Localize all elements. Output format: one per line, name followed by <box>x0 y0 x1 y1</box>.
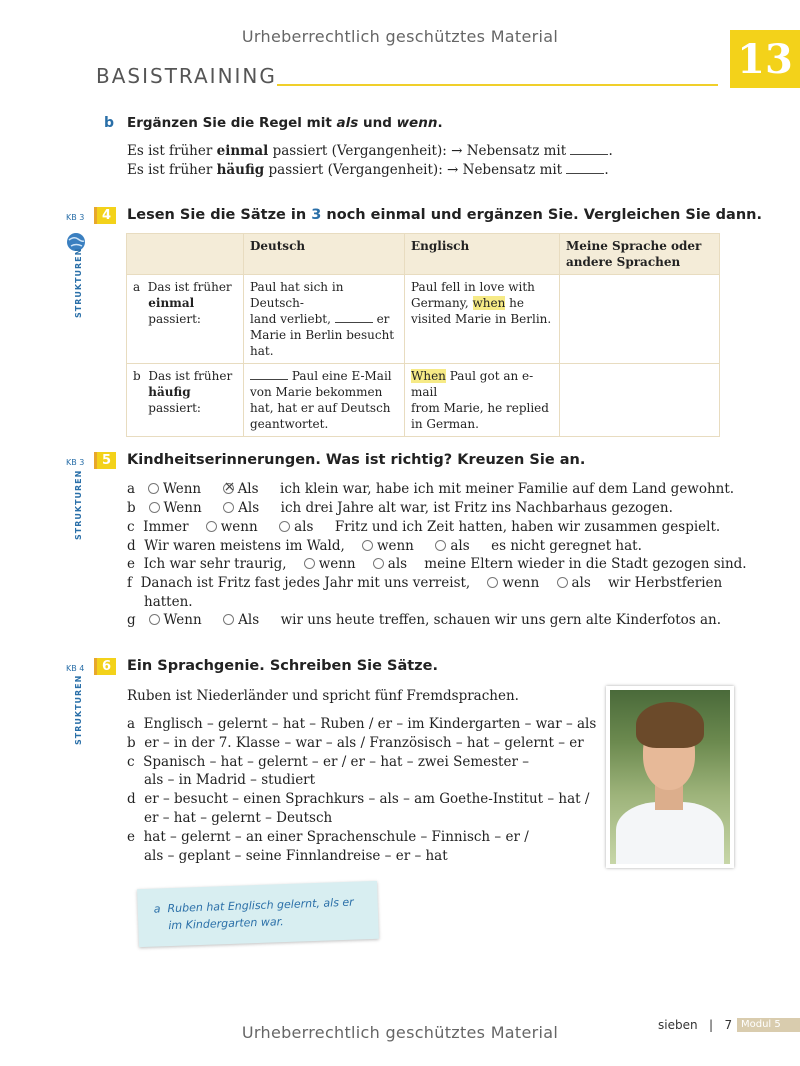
task-b-letter: b <box>104 115 115 131</box>
task-b-rule-1: Es ist früher einmal passiert (Vergangenheit): → Nebensatz mit . <box>127 143 613 159</box>
list-item: g Wenn Als wir uns heute treffen, schauen wir uns gern alte Kinderfotos an. <box>127 612 722 628</box>
task-5-title: Kindheitserinnerungen. Was ist richtig? Kreuzen Sie an. <box>127 452 586 468</box>
task-number-badge: 5 <box>94 452 116 469</box>
fill-blank[interactable] <box>566 162 604 174</box>
radio-option[interactable] <box>223 502 234 513</box>
modul-badge: Modul 5 <box>737 1018 800 1032</box>
example-letter: a <box>153 902 161 916</box>
example-line: Ruben hat Englisch gelernt, als er <box>167 895 354 916</box>
cell-englisch: When Paul got an e-mail from Marie, he replied in German. <box>405 364 560 437</box>
portrait-photo <box>606 686 734 868</box>
task-b-rule-2: Es ist früher häufig passiert (Vergangenheit): → Nebensatz mit . <box>127 162 609 178</box>
list-item: c Spanisch – hat – gelernt – er / er – hat – zwei Semester – <box>127 754 529 770</box>
radio-option[interactable] <box>435 540 446 551</box>
structures-label: STRUKTUREN <box>74 469 83 540</box>
radio-option[interactable] <box>149 502 160 513</box>
table-header-row <box>127 234 720 275</box>
radio-option[interactable] <box>362 540 373 551</box>
radio-option[interactable] <box>373 558 384 569</box>
list-item: d er – besucht – einen Sprachkurs – als – am Goethe-Institut – hat / <box>127 791 590 807</box>
row-label: b Das ist früher häufig passiert: <box>127 364 244 437</box>
list-item: e hat – gelernt – an einer Sprachenschule – Finnisch – er / <box>127 829 529 845</box>
radio-option[interactable] <box>279 521 290 532</box>
kb-reference: KB 3 <box>66 458 85 467</box>
radio-option[interactable] <box>148 483 159 494</box>
chapter-badge: 13 <box>730 30 800 88</box>
fill-blank[interactable] <box>335 311 373 323</box>
radio-option[interactable] <box>557 577 568 588</box>
cell-deutsch: Paul hat sich in Deutsch- land verliebt, er Marie in Berlin besucht hat. <box>244 275 405 364</box>
table-header: Meine Sprache oder andere Sprachen <box>560 234 720 275</box>
kb-reference: KB 4 <box>66 664 85 673</box>
list-item: b Wenn Als ich drei Jahre alt war, ist Fritz ins Nachbarhaus gezogen. <box>127 500 673 516</box>
table-row <box>127 364 720 437</box>
example-line: im Kindergarten war. <box>168 915 284 933</box>
list-item: f Danach ist Fritz fast jedes Jahr mit uns verreist, wenn als wir Herbstferien <box>127 575 723 591</box>
fill-blank[interactable] <box>250 368 288 380</box>
page-footer: sieben | 7 <box>658 1018 733 1032</box>
radio-option[interactable] <box>487 577 498 588</box>
list-item: c Immer wenn als Fritz und ich Zeit hatten, haben wir zusammen gespielt. <box>127 519 721 535</box>
watermark-bottom: Urheberrechtlich geschütztes Material <box>241 1023 559 1042</box>
cell-englisch: Paul fell in love with Germany, when he visited Marie in Berlin. <box>405 275 560 364</box>
task-number-badge: 6 <box>94 658 116 675</box>
watermark-top: Urheberrechtlich geschütztes Material <box>241 27 559 46</box>
radio-option[interactable] <box>304 558 315 569</box>
example-answer-note <box>137 881 379 947</box>
list-item: a Englisch – gelernt – hat – Ruben / er – im Kindergarten – war – als <box>127 716 597 732</box>
table-row <box>127 275 720 364</box>
list-item: a Wenn × Als ich klein war, habe ich mit meiner Familie auf dem Land gewohnt. <box>127 481 734 497</box>
task-number-badge: 4 <box>94 207 116 224</box>
comparison-table <box>126 233 720 437</box>
list-item-continuation: er – hat – gelernt – Deutsch <box>144 810 333 826</box>
task-b-instruction: Ergänzen Sie die Regel mit als und wenn. <box>127 115 443 131</box>
list-item: b er – in der 7. Klasse – war – als / Französisch – hat – gelernt – er <box>127 735 584 751</box>
table-header: Englisch <box>405 234 560 275</box>
task-6-title: Ein Sprachgenie. Schreiben Sie Sätze. <box>127 658 438 674</box>
radio-option-checked[interactable] <box>223 483 234 494</box>
list-item: e Ich war sehr traurig, wenn als meine Eltern wieder in die Stadt gezogen sind. <box>127 556 747 572</box>
row-label: a Das ist früher einmal passiert: <box>127 275 244 364</box>
list-item-continuation: als – geplant – seine Finnlandreise – er – hat <box>144 848 448 864</box>
cell-deutsch: Paul eine E-Mail von Marie bekommen hat, hat er auf Deutsch geantwortet. <box>244 364 405 437</box>
kb-reference: KB 3 <box>66 213 85 222</box>
cell-own-language[interactable] <box>560 364 720 437</box>
radio-option[interactable] <box>149 614 160 625</box>
table-header <box>127 234 244 275</box>
radio-option[interactable] <box>223 614 234 625</box>
section-title: BASISTRAINING <box>96 64 277 88</box>
structures-label: STRUKTUREN <box>74 247 83 318</box>
cell-own-language[interactable] <box>560 275 720 364</box>
list-item: d Wir waren meistens im Wald, wenn als es nicht geregnet hat. <box>127 538 642 554</box>
task-4-title: Lesen Sie die Sätze in 3 noch einmal und ergänzen Sie. Vergleichen Sie dann. <box>127 207 762 223</box>
list-item-continuation: hatten. <box>144 594 193 610</box>
table-header: Deutsch <box>244 234 405 275</box>
list-item-continuation: als – in Madrid – studiert <box>144 772 316 788</box>
structures-label: STRUKTUREN <box>74 674 83 745</box>
fill-blank[interactable] <box>570 143 608 155</box>
section-rule <box>277 84 718 86</box>
task-6-intro: Ruben ist Niederländer und spricht fünf Fremdsprachen. <box>127 688 519 704</box>
radio-option[interactable] <box>206 521 217 532</box>
